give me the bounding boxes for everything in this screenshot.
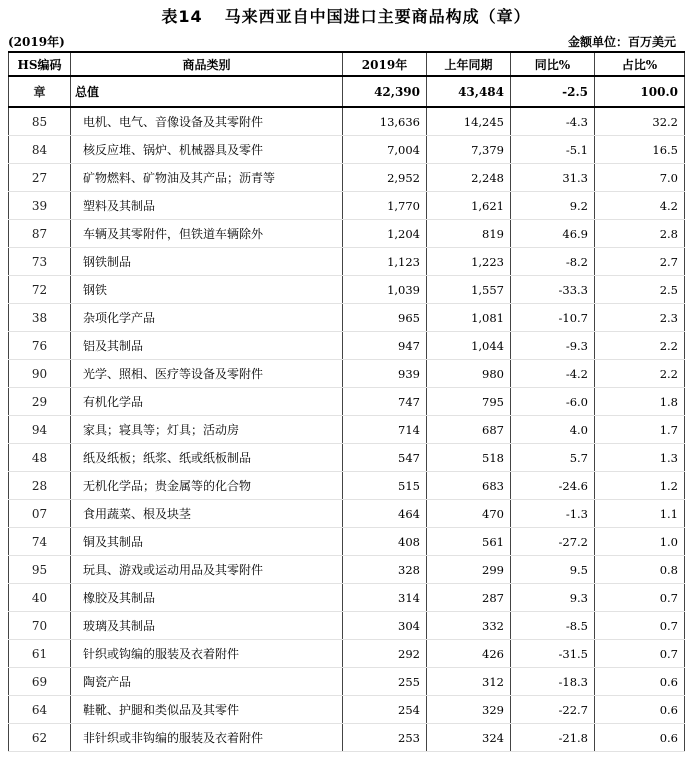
value-2019-cell: 328 xyxy=(343,556,427,584)
page-title xyxy=(0,4,692,27)
value-2019-cell: 253 xyxy=(343,724,427,752)
hs-code-cell: 29 xyxy=(9,388,71,416)
share-cell: 1.0 xyxy=(595,528,685,556)
value-prev-cell: 1,557 xyxy=(427,276,511,304)
table-row xyxy=(9,192,685,220)
header-yoy: 同比% xyxy=(511,52,595,76)
value-prev-cell: 561 xyxy=(427,528,511,556)
header-hs-code: HS编码 xyxy=(9,52,71,76)
hs-code-cell: 95 xyxy=(9,556,71,584)
category-cell: 塑料及其制品 xyxy=(71,192,343,220)
unit-label: 金额单位：百万美元 xyxy=(567,35,676,49)
share-cell: 1.1 xyxy=(595,500,685,528)
total-prev: 43,484 xyxy=(427,76,511,107)
table-meta xyxy=(8,33,676,49)
share-cell: 2.8 xyxy=(595,220,685,248)
value-prev-cell: 426 xyxy=(427,640,511,668)
value-2019-cell: 1,039 xyxy=(343,276,427,304)
hs-code-cell: 64 xyxy=(9,696,71,724)
yoy-cell: -33.3 xyxy=(511,276,595,304)
share-cell: 32.2 xyxy=(595,107,685,136)
category-cell: 车辆及其零附件，但铁道车辆除外 xyxy=(71,220,343,248)
hs-code-cell: 61 xyxy=(9,640,71,668)
value-prev-cell: 312 xyxy=(427,668,511,696)
yoy-cell: -4.2 xyxy=(511,360,595,388)
table-row xyxy=(9,220,685,248)
category-cell: 陶瓷产品 xyxy=(71,668,343,696)
category-cell: 食用蔬菜、根及块茎 xyxy=(71,500,343,528)
table-row xyxy=(9,164,685,192)
hs-code-cell: 48 xyxy=(9,444,71,472)
table-row xyxy=(9,472,685,500)
yoy-cell: -27.2 xyxy=(511,528,595,556)
table-row xyxy=(9,724,685,752)
share-cell: 0.7 xyxy=(595,584,685,612)
yoy-cell: 31.3 xyxy=(511,164,595,192)
header-category: 商品类别 xyxy=(71,52,343,76)
yoy-cell: -8.2 xyxy=(511,248,595,276)
hs-code-cell: 28 xyxy=(9,472,71,500)
value-2019-cell: 292 xyxy=(343,640,427,668)
category-cell: 橡胶及其制品 xyxy=(71,584,343,612)
hs-code-cell: 74 xyxy=(9,528,71,556)
value-2019-cell: 314 xyxy=(343,584,427,612)
category-cell: 针织或钩编的服装及衣着附件 xyxy=(71,640,343,668)
value-prev-cell: 287 xyxy=(427,584,511,612)
share-cell: 0.6 xyxy=(595,696,685,724)
total-yoy: -2.5 xyxy=(511,76,595,107)
value-prev-cell: 324 xyxy=(427,724,511,752)
hs-code-cell: 85 xyxy=(9,107,71,136)
category-cell: 铝及其制品 xyxy=(71,332,343,360)
category-cell: 玩具、游戏或运动用品及其零附件 xyxy=(71,556,343,584)
yoy-cell: -8.5 xyxy=(511,612,595,640)
yoy-cell: 9.2 xyxy=(511,192,595,220)
table-row xyxy=(9,444,685,472)
share-cell: 1.7 xyxy=(595,416,685,444)
yoy-cell: -21.8 xyxy=(511,724,595,752)
hs-code-cell: 72 xyxy=(9,276,71,304)
yoy-cell: -1.3 xyxy=(511,500,595,528)
yoy-cell: -9.3 xyxy=(511,332,595,360)
value-2019-cell: 1,770 xyxy=(343,192,427,220)
value-prev-cell: 470 xyxy=(427,500,511,528)
yoy-cell: -18.3 xyxy=(511,668,595,696)
value-prev-cell: 2,248 xyxy=(427,164,511,192)
value-prev-cell: 1,044 xyxy=(427,332,511,360)
table-row xyxy=(9,528,685,556)
table-row xyxy=(9,640,685,668)
share-cell: 1.3 xyxy=(595,444,685,472)
yoy-cell: -22.7 xyxy=(511,696,595,724)
table-row xyxy=(9,696,685,724)
table-row xyxy=(9,668,685,696)
total-2019: 42,390 xyxy=(343,76,427,107)
share-cell: 1.2 xyxy=(595,472,685,500)
yoy-cell: 9.3 xyxy=(511,584,595,612)
share-cell: 2.2 xyxy=(595,360,685,388)
yoy-cell: -6.0 xyxy=(511,388,595,416)
value-prev-cell: 1,223 xyxy=(427,248,511,276)
category-cell: 鞋靴、护腿和类似品及其零件 xyxy=(71,696,343,724)
value-2019-cell: 304 xyxy=(343,612,427,640)
value-prev-cell: 683 xyxy=(427,472,511,500)
value-2019-cell: 1,204 xyxy=(343,220,427,248)
table-row xyxy=(9,556,685,584)
total-code: 章 xyxy=(9,76,71,107)
hs-code-cell: 39 xyxy=(9,192,71,220)
total-category: 总值 xyxy=(71,76,343,107)
hs-code-cell: 40 xyxy=(9,584,71,612)
table-row xyxy=(9,136,685,164)
yoy-cell: 4.0 xyxy=(511,416,595,444)
value-2019-cell: 13,636 xyxy=(343,107,427,136)
yoy-cell: 9.5 xyxy=(511,556,595,584)
value-2019-cell: 2,952 xyxy=(343,164,427,192)
hs-code-cell: 90 xyxy=(9,360,71,388)
value-prev-cell: 819 xyxy=(427,220,511,248)
header-row xyxy=(9,52,685,76)
total-row xyxy=(9,76,685,107)
category-cell: 纸及纸板；纸浆、纸或纸板制品 xyxy=(71,444,343,472)
value-2019-cell: 747 xyxy=(343,388,427,416)
table-row xyxy=(9,360,685,388)
share-cell: 2.3 xyxy=(595,304,685,332)
hs-code-cell: 70 xyxy=(9,612,71,640)
yoy-cell: -31.5 xyxy=(511,640,595,668)
category-cell: 铜及其制品 xyxy=(71,528,343,556)
value-2019-cell: 947 xyxy=(343,332,427,360)
yoy-cell: -4.3 xyxy=(511,107,595,136)
hs-code-cell: 87 xyxy=(9,220,71,248)
table-row xyxy=(9,388,685,416)
category-cell: 电机、电气、音像设备及其零附件 xyxy=(71,107,343,136)
hs-code-cell: 62 xyxy=(9,724,71,752)
value-prev-cell: 980 xyxy=(427,360,511,388)
yoy-cell: 46.9 xyxy=(511,220,595,248)
value-2019-cell: 965 xyxy=(343,304,427,332)
category-cell: 核反应堆、锅炉、机械器具及零件 xyxy=(71,136,343,164)
table-row xyxy=(9,304,685,332)
value-prev-cell: 1,621 xyxy=(427,192,511,220)
table-row xyxy=(9,500,685,528)
category-cell: 光学、照相、医疗等设备及零附件 xyxy=(71,360,343,388)
table-row xyxy=(9,107,685,136)
share-cell: 1.8 xyxy=(595,388,685,416)
value-2019-cell: 1,123 xyxy=(343,248,427,276)
year-label: (2019年) xyxy=(8,35,65,49)
share-cell: 0.8 xyxy=(595,556,685,584)
value-2019-cell: 939 xyxy=(343,360,427,388)
yoy-cell: -5.1 xyxy=(511,136,595,164)
value-2019-cell: 714 xyxy=(343,416,427,444)
share-cell: 0.6 xyxy=(595,724,685,752)
value-2019-cell: 254 xyxy=(343,696,427,724)
hs-code-cell: 27 xyxy=(9,164,71,192)
table-number: 表14 xyxy=(161,7,203,26)
hs-code-cell: 07 xyxy=(9,500,71,528)
value-2019-cell: 7,004 xyxy=(343,136,427,164)
value-2019-cell: 515 xyxy=(343,472,427,500)
value-prev-cell: 299 xyxy=(427,556,511,584)
share-cell: 2.2 xyxy=(595,332,685,360)
table-title: 马来西亚自中国进口主要商品构成（章） xyxy=(224,7,531,26)
category-cell: 家具；寝具等；灯具；活动房 xyxy=(71,416,343,444)
table-row xyxy=(9,612,685,640)
share-cell: 7.0 xyxy=(595,164,685,192)
value-prev-cell: 14,245 xyxy=(427,107,511,136)
yoy-cell: 5.7 xyxy=(511,444,595,472)
category-cell: 钢铁制品 xyxy=(71,248,343,276)
share-cell: 16.5 xyxy=(595,136,685,164)
share-cell: 0.7 xyxy=(595,640,685,668)
share-cell: 0.6 xyxy=(595,668,685,696)
value-prev-cell: 795 xyxy=(427,388,511,416)
share-cell: 0.7 xyxy=(595,612,685,640)
value-2019-cell: 255 xyxy=(343,668,427,696)
value-2019-cell: 464 xyxy=(343,500,427,528)
value-prev-cell: 332 xyxy=(427,612,511,640)
category-cell: 杂项化学产品 xyxy=(71,304,343,332)
header-2019: 2019年 xyxy=(343,52,427,76)
table-row xyxy=(9,584,685,612)
category-cell: 玻璃及其制品 xyxy=(71,612,343,640)
value-prev-cell: 7,379 xyxy=(427,136,511,164)
header-prev-year: 上年同期 xyxy=(427,52,511,76)
yoy-cell: -24.6 xyxy=(511,472,595,500)
category-cell: 无机化学品；贵金属等的化合物 xyxy=(71,472,343,500)
category-cell: 非针织或非钩编的服装及衣着附件 xyxy=(71,724,343,752)
hs-code-cell: 73 xyxy=(9,248,71,276)
value-prev-cell: 518 xyxy=(427,444,511,472)
share-cell: 4.2 xyxy=(595,192,685,220)
import-table xyxy=(8,51,685,752)
share-cell: 2.5 xyxy=(595,276,685,304)
hs-code-cell: 84 xyxy=(9,136,71,164)
category-cell: 矿物燃料、矿物油及其产品；沥青等 xyxy=(71,164,343,192)
value-2019-cell: 547 xyxy=(343,444,427,472)
hs-code-cell: 94 xyxy=(9,416,71,444)
category-cell: 钢铁 xyxy=(71,276,343,304)
table-row xyxy=(9,332,685,360)
hs-code-cell: 69 xyxy=(9,668,71,696)
table-row xyxy=(9,248,685,276)
yoy-cell: -10.7 xyxy=(511,304,595,332)
value-prev-cell: 687 xyxy=(427,416,511,444)
total-share: 100.0 xyxy=(595,76,685,107)
header-share: 占比% xyxy=(595,52,685,76)
hs-code-cell: 38 xyxy=(9,304,71,332)
value-prev-cell: 329 xyxy=(427,696,511,724)
table-row xyxy=(9,416,685,444)
category-cell: 有机化学品 xyxy=(71,388,343,416)
table-row xyxy=(9,276,685,304)
value-2019-cell: 408 xyxy=(343,528,427,556)
share-cell: 2.7 xyxy=(595,248,685,276)
value-prev-cell: 1,081 xyxy=(427,304,511,332)
hs-code-cell: 76 xyxy=(9,332,71,360)
